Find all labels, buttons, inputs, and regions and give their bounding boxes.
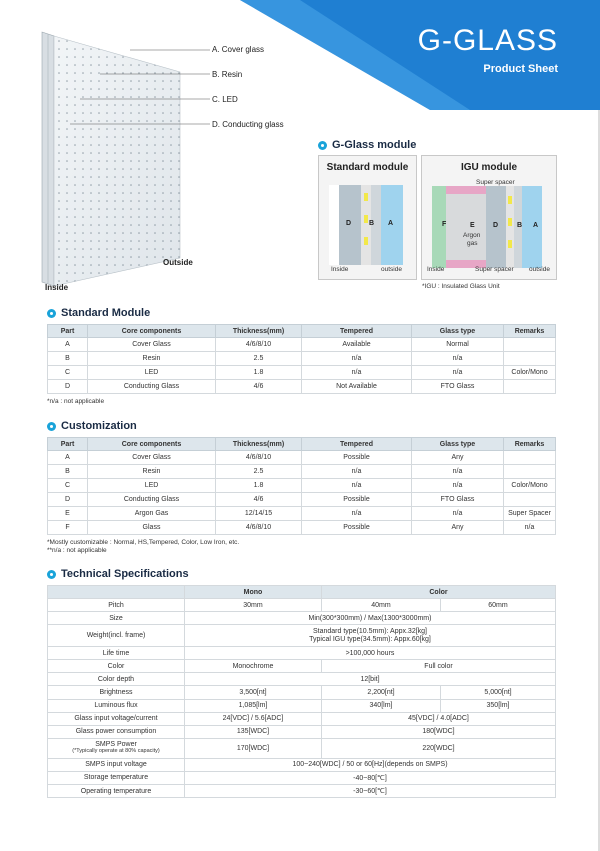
table-header-row xyxy=(48,438,556,451)
row-label: Color xyxy=(48,660,185,673)
table-row xyxy=(48,465,556,479)
table-cell: n/a xyxy=(302,352,412,366)
brand-subtitle: Product Sheet xyxy=(483,63,558,75)
table-cell: FTO Glass xyxy=(412,380,504,394)
igu-argon-line2: gas xyxy=(467,240,478,247)
table-cell: Not Available xyxy=(302,380,412,394)
igu-outside-label: outside xyxy=(529,266,550,273)
col-header: Core components xyxy=(88,325,216,338)
table-row xyxy=(48,380,556,394)
standard-layer-d: D xyxy=(346,220,352,227)
standard-outside-label: outside xyxy=(381,266,402,273)
row-label xyxy=(48,738,185,758)
table-cell xyxy=(504,451,556,465)
table-cell: LED xyxy=(88,479,216,493)
weight-line-1: Standard type(10.5mm): Appx.32[kg] xyxy=(312,627,427,635)
table-cell: Resin xyxy=(88,352,216,366)
custom-table-heading-text: Customization xyxy=(61,420,137,432)
table-cell: B xyxy=(48,352,88,366)
table-cell: 1.8 xyxy=(216,366,302,380)
table-cell: n/a xyxy=(302,366,412,380)
table-row xyxy=(48,738,556,758)
row-label: Weight(incl. frame) xyxy=(48,625,185,647)
table-cell: FTO Glass xyxy=(412,493,504,507)
table-cell: n/a xyxy=(412,507,504,521)
table-cell: 2.5 xyxy=(216,465,302,479)
table-cell: Argon Gas xyxy=(88,507,216,521)
table-row xyxy=(48,338,556,352)
table-cell: D xyxy=(48,493,88,507)
table-cell: Possible xyxy=(302,451,412,465)
igu-super-spacer-top: Super spacer xyxy=(476,179,515,186)
col-header: Thickness(mm) xyxy=(216,325,302,338)
col-header: Part xyxy=(48,325,88,338)
table-cell: C xyxy=(48,479,88,493)
table-cell: 1,085[lm] xyxy=(185,699,322,712)
igu-module-box xyxy=(421,155,557,280)
igu-inside-label: Inside xyxy=(427,266,445,273)
table-cell: A xyxy=(48,338,88,352)
col-header: Core components xyxy=(88,438,216,451)
table-cell: Min(300*300mm) / Max(1300*3000mm) xyxy=(185,612,556,625)
table-cell: 170[WDC] xyxy=(185,738,322,758)
table-cell: Color/Mono xyxy=(504,479,556,493)
col-header: Tempered xyxy=(302,438,412,451)
table-cell: n/a xyxy=(412,366,504,380)
table-cell: n/a xyxy=(302,507,412,521)
label-inside: Inside xyxy=(45,283,69,292)
table-cell: -30~60[℃] xyxy=(185,785,556,798)
col-header: Glass type xyxy=(412,325,504,338)
table-cell xyxy=(504,493,556,507)
table-cell: 30mm xyxy=(185,599,322,612)
standard-inside-label: Inside xyxy=(331,266,349,273)
row-label: Glass power consumption xyxy=(48,725,185,738)
col-header-mono: Mono xyxy=(185,586,322,599)
table-cell xyxy=(185,625,556,647)
table-cell: B xyxy=(48,465,88,479)
tech-specs-table xyxy=(47,585,556,798)
table-cell: Available xyxy=(302,338,412,352)
table-row xyxy=(48,625,556,647)
col-header: Remarks xyxy=(504,325,556,338)
col-header-blank xyxy=(48,586,185,599)
standard-table-heading xyxy=(47,307,150,319)
table-cell: 4/6/8/10 xyxy=(216,338,302,352)
table-cell: Monochrome xyxy=(185,660,322,673)
table-cell: n/a xyxy=(302,479,412,493)
table-cell: Conducting Glass xyxy=(88,380,216,394)
table-row xyxy=(48,507,556,521)
row-label: Size xyxy=(48,612,185,625)
igu-super-spacer-bottom: Super spacer xyxy=(475,266,514,273)
bullet-icon xyxy=(47,422,56,431)
igu-note: *IGU : Insulated Glass Unit xyxy=(422,283,500,290)
table-cell: 12[bit] xyxy=(185,673,556,686)
table-cell: 4/6 xyxy=(216,493,302,507)
col-header: Glass type xyxy=(412,438,504,451)
table-cell xyxy=(504,380,556,394)
table-row xyxy=(48,758,556,771)
table-row xyxy=(48,725,556,738)
table-cell: 5,000[nt] xyxy=(441,686,556,699)
igu-layer-e: E xyxy=(470,222,475,229)
table-cell: -40~80[℃] xyxy=(185,771,556,784)
table-row xyxy=(48,521,556,535)
standard-module-table xyxy=(47,324,556,394)
table-cell xyxy=(504,465,556,479)
standard-table-note: *n/a : not applicable xyxy=(47,398,105,405)
table-row xyxy=(48,451,556,465)
table-cell: 100~240[WDC] / 50 or 60[Hz](depends on SMPS) xyxy=(185,758,556,771)
table-row xyxy=(48,493,556,507)
standard-table-heading-text: Standard Module xyxy=(61,307,151,319)
table-cell: 40mm xyxy=(322,599,441,612)
label-outside: Outside xyxy=(163,258,193,267)
table-cell: 3,500[nt] xyxy=(185,686,322,699)
table-cell xyxy=(504,338,556,352)
row-label: Luminous flux xyxy=(48,699,185,712)
callout-led: C. LED xyxy=(212,95,238,104)
table-row xyxy=(48,712,556,725)
table-row xyxy=(48,612,556,625)
table-cell: Normal xyxy=(412,338,504,352)
table-cell: 135[WDC] xyxy=(185,725,322,738)
row-label: Operating temperature xyxy=(48,785,185,798)
standard-module-title: Standard module xyxy=(326,162,409,173)
table-cell: >100,000 hours xyxy=(185,647,556,660)
table-cell: n/a xyxy=(412,352,504,366)
table-cell: Conducting Glass xyxy=(88,493,216,507)
table-cell: Resin xyxy=(88,465,216,479)
row-label: Color depth xyxy=(48,673,185,686)
table-row xyxy=(48,699,556,712)
table-cell: Possible xyxy=(302,521,412,535)
table-row xyxy=(48,660,556,673)
table-cell: 1.8 xyxy=(216,479,302,493)
table-cell: Super Spacer xyxy=(504,507,556,521)
customization-table xyxy=(47,437,556,535)
bullet-icon xyxy=(47,570,56,579)
table-cell: F xyxy=(48,521,88,535)
module-heading xyxy=(318,139,416,151)
igu-layer-a: A xyxy=(533,222,539,229)
table-cell: Cover Glass xyxy=(88,451,216,465)
table-cell: E xyxy=(48,507,88,521)
table-cell: 4/6/8/10 xyxy=(216,451,302,465)
callout-lines xyxy=(60,45,215,130)
table-cell: Possible xyxy=(302,493,412,507)
table-row xyxy=(48,479,556,493)
tech-specs-heading xyxy=(47,568,189,580)
row-label: Pitch xyxy=(48,599,185,612)
row-label: Storage temperature xyxy=(48,771,185,784)
table-header-row xyxy=(48,586,556,599)
table-cell: n/a xyxy=(302,465,412,479)
table-cell: 350[lm] xyxy=(441,699,556,712)
table-row xyxy=(48,352,556,366)
callout-cover-glass: A. Cover glass xyxy=(212,45,265,54)
table-cell: Color/Mono xyxy=(504,366,556,380)
smps-power-label: SMPS Power xyxy=(95,741,137,749)
standard-module-box xyxy=(318,155,417,280)
table-cell: 340[lm] xyxy=(322,699,441,712)
table-cell: 24[VDC] / 5.6[ADC] xyxy=(185,712,322,725)
col-header: Remarks xyxy=(504,438,556,451)
table-cell: C xyxy=(48,366,88,380)
table-cell: 4/6 xyxy=(216,380,302,394)
table-row xyxy=(48,673,556,686)
table-row xyxy=(48,366,556,380)
callout-resin: B. Resin xyxy=(212,70,243,79)
tech-specs-heading-text: Technical Specifications xyxy=(61,568,189,580)
table-cell: 12/14/15 xyxy=(216,507,302,521)
igu-module-title: IGU module xyxy=(460,162,518,173)
table-cell: LED xyxy=(88,366,216,380)
brand-title: G-GLASS xyxy=(417,24,558,57)
callout-conducting-glass: D. Conducting glass xyxy=(212,120,284,129)
table-cell: 2,200[nt] xyxy=(322,686,441,699)
table-row xyxy=(48,771,556,784)
table-cell: 180[WDC] xyxy=(322,725,556,738)
row-label: Brightness xyxy=(48,686,185,699)
standard-layer-b: B xyxy=(369,220,375,227)
table-cell: 60mm xyxy=(441,599,556,612)
table-row xyxy=(48,599,556,612)
table-row xyxy=(48,785,556,798)
igu-layer-d: D xyxy=(493,222,499,229)
bullet-icon xyxy=(318,141,327,150)
table-row xyxy=(48,686,556,699)
table-cell: A xyxy=(48,451,88,465)
custom-table-note-1: *Mostly customizable : Normal, HS,Tempered, Color, Low Iron, etc. xyxy=(47,539,240,546)
table-cell: D xyxy=(48,380,88,394)
table-row xyxy=(48,647,556,660)
table-cell: 4/6/8/10 xyxy=(216,521,302,535)
col-header: Thickness(mm) xyxy=(216,438,302,451)
row-label: Life time xyxy=(48,647,185,660)
table-cell: 45[VDC] / 4.0[ADC] xyxy=(322,712,556,725)
col-header-color: Color xyxy=(322,586,556,599)
table-header-row xyxy=(48,325,556,338)
table-cell: n/a xyxy=(412,465,504,479)
table-cell: 2.5 xyxy=(216,352,302,366)
standard-layer-a: A xyxy=(388,220,394,227)
module-heading-text: G-Glass module xyxy=(332,139,417,151)
col-header: Part xyxy=(48,438,88,451)
col-header: Tempered xyxy=(302,325,412,338)
row-label: Glass input voltage/current xyxy=(48,712,185,725)
weight-line-2: Typical IGU type(34.5mm): Appx.60[kg] xyxy=(309,635,431,643)
smps-power-sublabel: (*Typically operate at 80% capacity) xyxy=(72,748,160,755)
custom-table-note-2: **n/a : not applicable xyxy=(47,547,107,554)
table-cell: Glass xyxy=(88,521,216,535)
bullet-icon xyxy=(47,309,56,318)
table-cell: Any xyxy=(412,451,504,465)
custom-table-heading xyxy=(47,420,137,432)
table-cell: n/a xyxy=(504,521,556,535)
table-cell: Full color xyxy=(322,660,556,673)
standard-module-layers xyxy=(327,185,411,269)
table-cell: Any xyxy=(412,521,504,535)
igu-layer-f: F xyxy=(442,221,447,228)
igu-layer-b: B xyxy=(517,222,523,229)
table-cell: Cover Glass xyxy=(88,338,216,352)
table-cell xyxy=(504,352,556,366)
row-label: SMPS input voltage xyxy=(48,758,185,771)
table-cell: n/a xyxy=(412,479,504,493)
igu-argon-line1: Argon xyxy=(463,232,481,239)
table-cell: 220[WDC] xyxy=(322,738,556,758)
